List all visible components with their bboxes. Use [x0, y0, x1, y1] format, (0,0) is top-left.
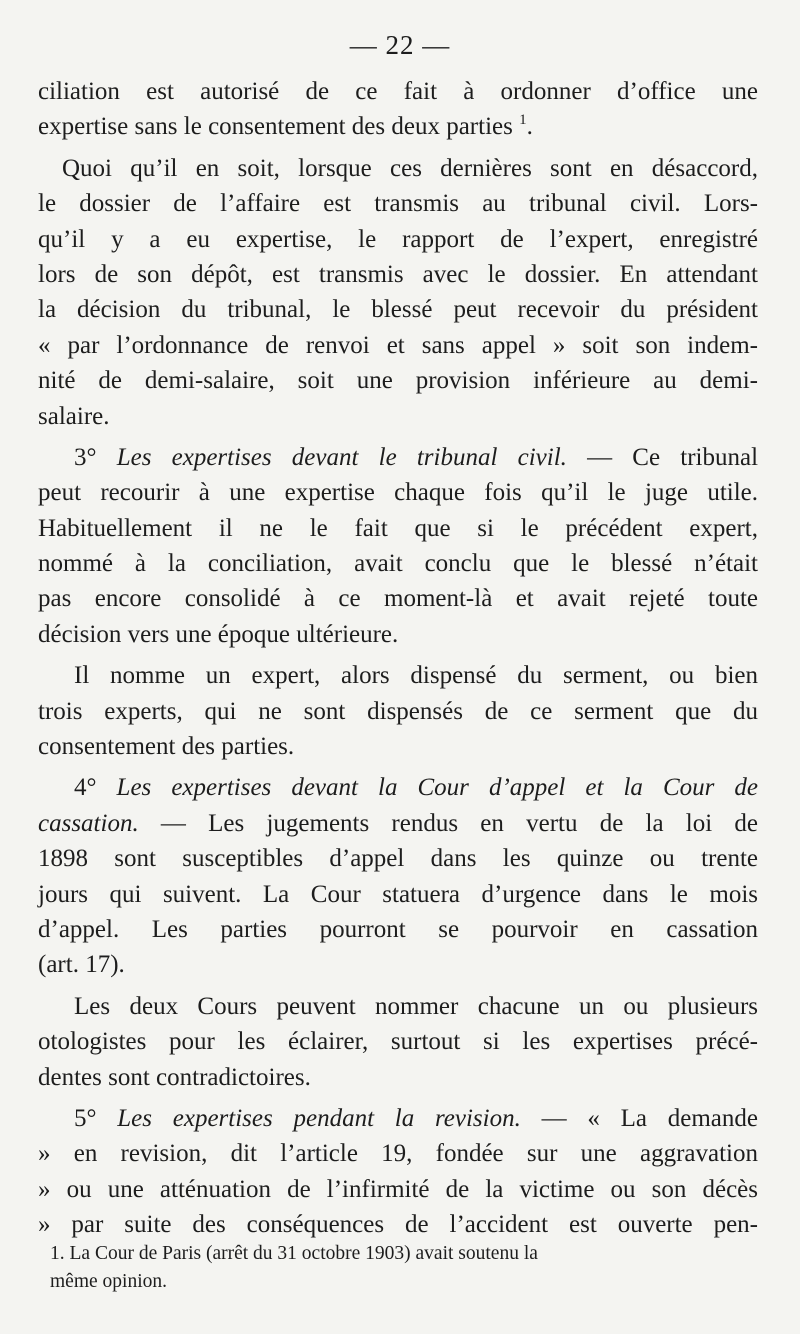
- text-line: (art. 17).: [38, 951, 125, 979]
- text-line: nité de demi-salaire, soit une provision inférieure au demi-: [38, 367, 758, 395]
- footnote-line: même opinion.: [50, 1271, 167, 1292]
- text-line: le dossier de l’affaire est transmis au tribunal civil. Lors-: [38, 190, 758, 218]
- section-heading-line: [38, 1101, 758, 1136]
- text-line: Il nomme un expert, alors dispensé du serment, ou bien: [74, 662, 758, 690]
- text-line: 1898 sont susceptibles d’appel dans les quinze ou trente: [38, 845, 758, 873]
- text-line: d’appel. Les parties pourront se pourvoir en cassation: [38, 915, 758, 943]
- text-line: trois experts, qui ne sont dispensés de ce serment que du: [38, 697, 758, 725]
- text-fragment: expertise sans le consentement des deux parties: [38, 113, 513, 141]
- section-heading: Les expertises devant le tribunal civil.: [116, 443, 567, 471]
- text-fragment: — Les jugements rendus en vertu de la loi de: [138, 809, 758, 837]
- body-text: [38, 74, 758, 1243]
- text-line: nommé à la conciliation, avait conclu que le blessé n’était: [38, 550, 758, 578]
- section-heading: Les expertises devant la Cour d’appel et la Cour de: [116, 774, 758, 802]
- paragraph-1: [38, 74, 758, 145]
- section-heading-line: [38, 770, 758, 805]
- text-line: ciliation est autorisé de ce fait à ordonner d’office une: [38, 78, 758, 105]
- section-number: 3°: [74, 443, 97, 471]
- footnotes: [50, 1240, 762, 1296]
- text-line: pas encore consolidé à ce moment-là et avait rejeté toute: [38, 585, 758, 613]
- text-fragment: — Ce tribunal: [566, 443, 759, 471]
- text-line: lors de son dépôt, est transmis avec le dossier. En attendant: [38, 260, 758, 288]
- text-line: dentes sont contradictoires.: [38, 1063, 311, 1091]
- section-3-paragraph: [38, 440, 758, 652]
- punctuation: .: [526, 113, 533, 141]
- text-line: peut recourir à une expertise chaque fois qu’il le juge utile.: [38, 479, 758, 507]
- text-line: [38, 109, 758, 144]
- text-line: Quoi qu’il en soit, lorsque ces dernières sont en désaccord,: [62, 154, 758, 182]
- text-line: » ou une atténuation de l’infirmité de la victime ou son décès: [38, 1175, 758, 1203]
- page-number: — 22 —: [349, 30, 451, 60]
- text-line: qu’il y a eu expertise, le rapport de l’expert, enregistré: [38, 225, 758, 253]
- text-line: » par suite des conséquences de l’accident est ouverte pen-: [38, 1211, 758, 1239]
- footnote-reference[interactable]: 1: [519, 112, 527, 129]
- text-line: Habituellement il ne le fait que si le précédent expert,: [38, 514, 758, 542]
- section-heading-line: [38, 440, 758, 475]
- section-4-paragraph: [38, 770, 758, 982]
- text-line: jours qui suivent. La Cour statuera d’urgence dans le mois: [38, 880, 758, 908]
- paragraph-6: [38, 989, 758, 1095]
- footnote-line: 1. La Cour de Paris (arrêt du 31 octobre 1903) avait soutenu la: [50, 1243, 538, 1264]
- section-heading: cassation.: [38, 809, 139, 837]
- text-line: Les deux Cours peuvent nommer chacune un ou plusieurs: [74, 992, 758, 1020]
- text-line: décision vers une époque ultérieure.: [38, 620, 399, 648]
- text-line: [38, 806, 758, 841]
- section-number: 4°: [74, 774, 97, 802]
- paragraph-4: [38, 658, 758, 764]
- section-number: 5°: [74, 1104, 97, 1132]
- text-line: » en revision, dit l’article 19, fondée sur une aggravation: [38, 1140, 758, 1168]
- text-line: salaire.: [38, 402, 110, 430]
- section-heading: Les expertises pendant la revision.: [117, 1104, 521, 1132]
- paragraph-2: [38, 151, 758, 434]
- text-line: « par l’ordonnance de renvoi et sans appel » soit son indem-: [38, 331, 758, 359]
- section-5-paragraph: [38, 1101, 758, 1243]
- text-fragment: — « La demande: [520, 1104, 759, 1132]
- text-line: la décision du tribunal, le blessé peut recevoir du président: [38, 296, 758, 324]
- text-line: otologistes pour les éclairer, surtout si les expertises précé-: [38, 1028, 758, 1056]
- text-line: consentement des parties.: [38, 733, 295, 761]
